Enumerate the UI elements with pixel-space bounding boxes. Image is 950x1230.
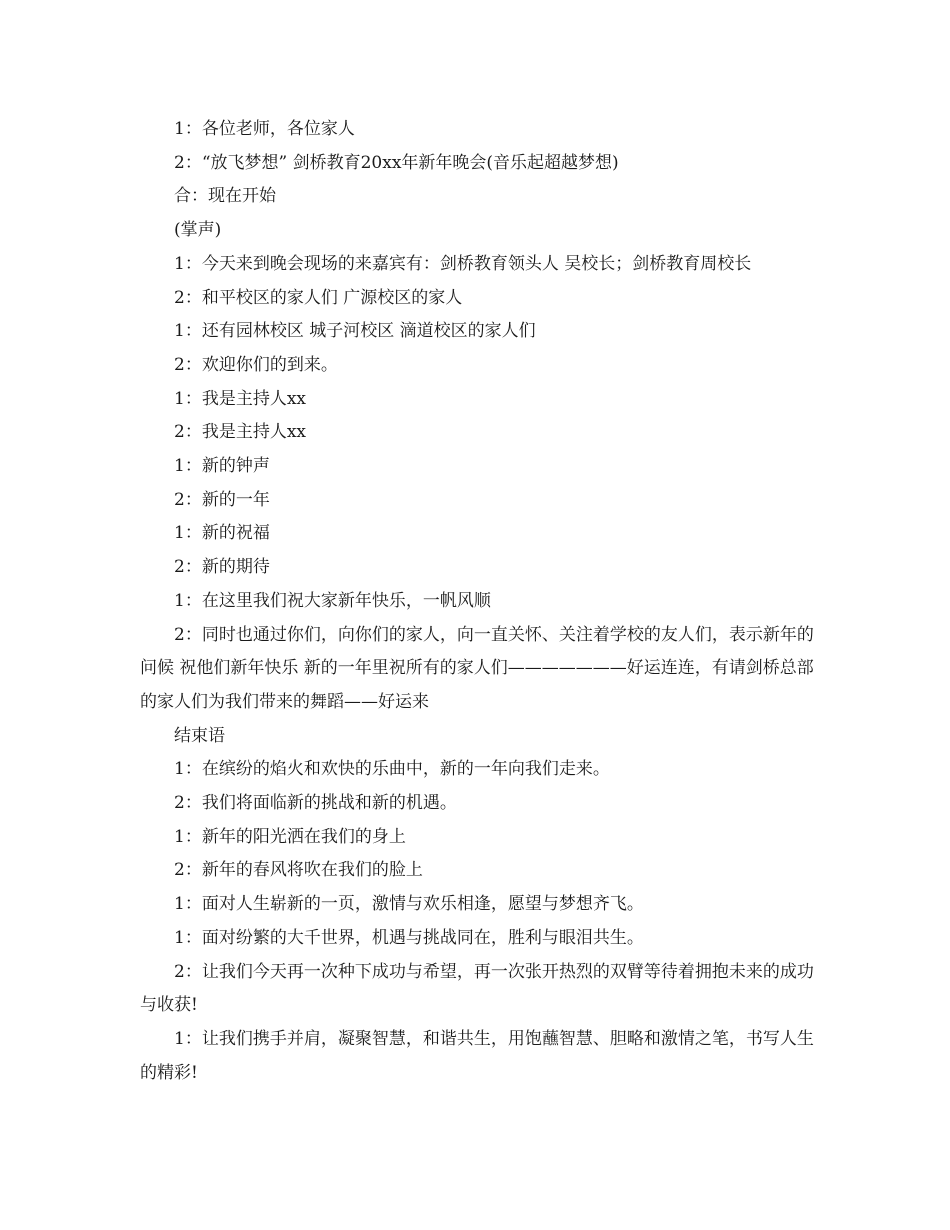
paragraph-campus-2: 1：还有园林校区 城子河校区 滴道校区的家人们 [174,321,536,342]
paragraph-guests: 1：今天来到晚会现场的来嘉宾有：剑桥教育领头人 吴校长；剑桥教育周校长 [174,253,752,274]
document-body [140,113,830,1090]
paragraph-closing-4: 2：新年的春风将吹在我们的脸上 [174,860,423,881]
paragraph-new-bell: 1：新的钟声 [174,456,270,477]
paragraph-new-year: 2：新的一年 [174,489,270,510]
paragraph-closing-7: 2：让我们今天再一次种下成功与希望，再一次张开热烈的双臂等待着拥抱未来的成功与收获! [140,961,814,1016]
paragraph-closing-6: 1：面对纷繁的大千世界，机遇与挑战同在，胜利与眼泪共生。 [174,927,644,948]
paragraph-closing-8: 1：让我们携手并肩，凝聚智慧，和谐共生，用饱蘸智慧、胆略和激情之笔，书写人生的精彩! [140,1028,814,1083]
paragraph-new-expectation: 2：新的期待 [174,557,270,578]
paragraph-host-1: 1：我是主持人xx [174,388,306,409]
paragraph-closing-5: 1：面对人生崭新的一页，激情与欢乐相逢，愿望与梦想齐飞。 [174,894,644,915]
paragraph-welcome: 2：欢迎你们的到来。 [174,354,338,375]
paragraph-applause: (掌声) [174,220,222,241]
paragraph-dance-intro: 2：同时也通过你们，向你们的家人，向一直关怀、关注着学校的友人们，表示新年的问候 祝他们新年快乐 新的一年里祝所有的家人们———————好运连连，有请剑桥总部的家人们为我们带来的舞蹈——好运来 [140,624,814,712]
paragraph-new-blessing: 1：新的祝福 [174,523,270,544]
paragraph-closing-3: 1：新年的阳光洒在我们的身上 [174,826,406,847]
paragraph-greeting: 1：各位老师，各位家人 [174,119,355,139]
paragraph-closing-1: 1：在缤纷的焰火和欢快的乐曲中，新的一年向我们走来。 [174,759,610,780]
paragraph-host-2: 2：我是主持人xx [174,422,306,443]
paragraph-closing-heading: 结束语 [174,725,225,746]
paragraph-title-line: 2：“放飞梦想” 剑桥教育20xx年新年晚会(音乐起超越梦想) [174,152,619,173]
paragraph-wishes: 1：在这里我们祝大家新年快乐，一帆风顺 [174,590,491,611]
paragraph-closing-2: 2：我们将面临新的挑战和新的机遇。 [174,793,457,814]
paragraph-start: 合：现在开始 [174,186,276,207]
paragraph-campus-1: 2：和平校区的家人们 广源校区的家人 [174,287,463,308]
